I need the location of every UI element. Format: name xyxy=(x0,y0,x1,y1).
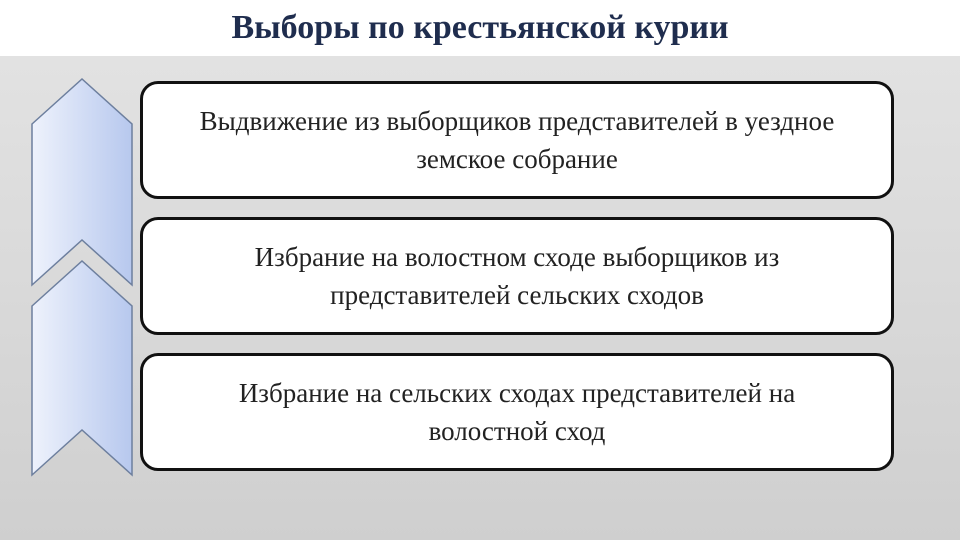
chevron-up-icon xyxy=(32,261,132,475)
step-label: Избрание на сельских сходах представителей на волостной сход xyxy=(238,378,796,446)
step-label: Выдвижение из выборщиков представителей в уездное земское собрание xyxy=(199,106,835,174)
step-box-nominate-county xyxy=(140,81,894,199)
step-box-village-assemblies xyxy=(140,353,894,471)
step-label: Избрание на волостном сходе выборщиков из представителей сельских сходов xyxy=(254,242,780,310)
chevron-up-icon xyxy=(32,79,132,285)
slide-title: Выборы по крестьянской курии xyxy=(231,9,729,46)
step-box-volost-electors xyxy=(140,217,894,335)
